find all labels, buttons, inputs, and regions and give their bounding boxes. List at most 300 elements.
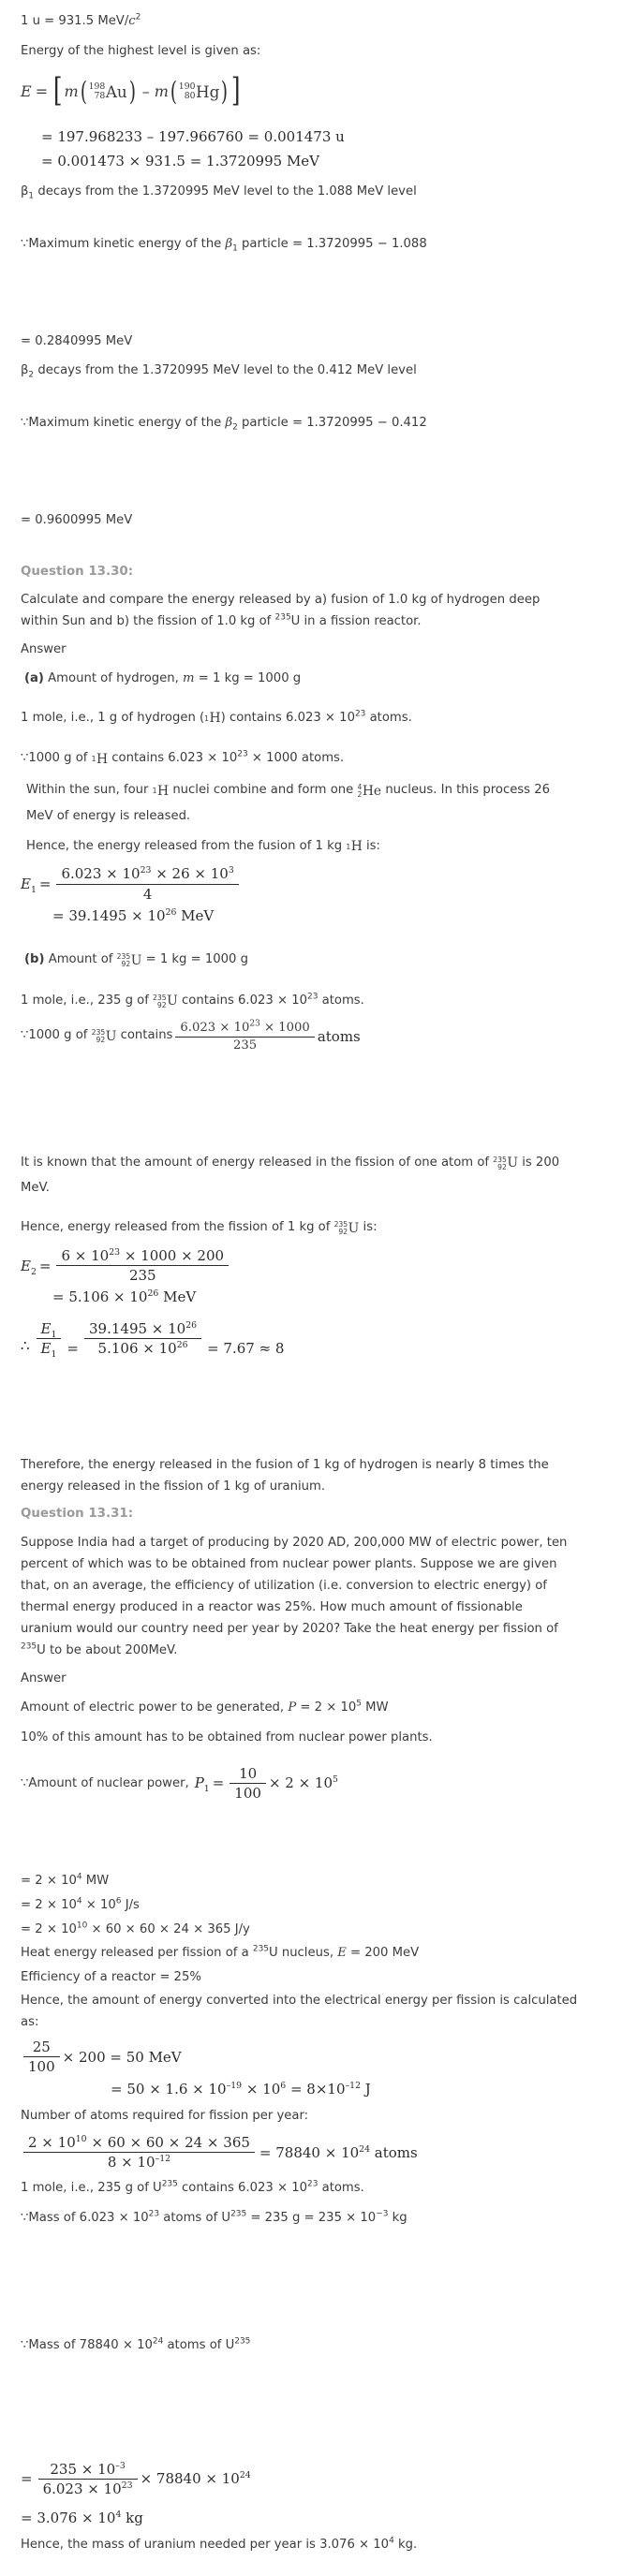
question-1331-statement-line4: thermal energy produced in a reactor was 25%. How much amount of fissionable bbox=[21, 1599, 523, 1614]
atoms-required-numerator bbox=[23, 2134, 255, 2153]
sun-fusion-text-a: Within the sun, four bbox=[26, 783, 153, 798]
final-mass-rest bbox=[141, 2470, 251, 2487]
E1-result bbox=[21, 906, 616, 925]
fission-known-line-2: MeV. bbox=[21, 1181, 51, 1196]
nuclide-he4 bbox=[357, 779, 381, 804]
question-1331-statement-line6 bbox=[21, 1640, 616, 1661]
unit-conversion-line bbox=[21, 9, 616, 34]
question-1330-statement-line2 bbox=[21, 611, 616, 632]
ratio-value-fraction bbox=[84, 1320, 201, 1358]
final-result-exp: 4 bbox=[115, 2510, 122, 2521]
efficiency-fraction bbox=[23, 2039, 60, 2076]
mass-avogadro-c: = 235 g = 235 × 10 bbox=[246, 2211, 377, 2226]
nuclear-power-mw-b: MW bbox=[81, 1874, 110, 1889]
nuclide-h1-mass-number-4: 1 bbox=[346, 842, 351, 851]
uranium-1000g-line bbox=[21, 1021, 616, 1053]
electric-power-text-b: = 2 × 10 bbox=[296, 1700, 357, 1715]
final-mass-result bbox=[21, 2509, 616, 2527]
part-a-amount-line bbox=[21, 667, 616, 691]
nuclide-h1-symbol-1: H bbox=[209, 711, 221, 727]
ten-percent-fraction bbox=[230, 1765, 266, 1803]
mass-symbol-a: m bbox=[183, 670, 195, 685]
E1-num-b: × 26 × 10 bbox=[151, 865, 229, 883]
mole-u235-text-a: 1 mole, i.e., 235 g of U bbox=[21, 2181, 162, 2196]
hydrogen-1000g-text-c: × 1000 atoms. bbox=[247, 751, 345, 766]
E1-denominator: 4 bbox=[142, 885, 153, 903]
uranium-1000g-text-a: 1000 g of bbox=[28, 1028, 92, 1043]
answer-label-1330: Answer bbox=[21, 641, 67, 656]
final-mass-numerator bbox=[38, 2461, 138, 2480]
ratio-lhs-den-index: 1 bbox=[51, 1348, 57, 1360]
final-mass-fraction bbox=[38, 2461, 138, 2498]
mass-function-1: m bbox=[64, 82, 79, 101]
nuclide-h1-mass-number-3: 1 bbox=[152, 787, 157, 796]
beta1-ke-result: = 0.2840995 MeV bbox=[21, 333, 133, 348]
uranium-atoms-num-a: 6.023 × 10 bbox=[180, 1020, 250, 1035]
fission-energy-intro bbox=[21, 1215, 616, 1242]
beta2-index: 2 bbox=[28, 371, 35, 381]
energy-mev-result: = 0.001473 × 931.5 = 1.3720995 MeV bbox=[41, 152, 320, 169]
heat-energy-sup: 235 bbox=[252, 1945, 269, 1955]
efficiency-joules-d: J bbox=[360, 2080, 371, 2098]
atoms-required-equation bbox=[21, 2134, 616, 2171]
conclusion-line-1: Therefore, the energy released in the fusion of 1 kg of hydrogen is nearly 8 times the bbox=[21, 1458, 549, 1473]
efficiency-joules-a: = 50 × 1.6 × 10 bbox=[111, 2080, 227, 2098]
question-1331-statement-line5: uranium would our country need per year by 2020? Take the heat energy per fission of bbox=[21, 1621, 558, 1636]
final-mass-equation bbox=[21, 2461, 616, 2498]
nuclide-u235-indices-1 bbox=[117, 953, 131, 968]
part-a-text-a: Amount of hydrogen, bbox=[43, 670, 184, 685]
final-result-b: kg bbox=[121, 2510, 143, 2527]
mass-total-exp2: 235 bbox=[234, 2336, 251, 2347]
therefore-symbol-mass1: ∵ bbox=[21, 2211, 29, 2226]
therefore-symbol-nuclear: ∵ bbox=[21, 1775, 29, 1790]
nuclear-power-js-exp1: 4 bbox=[76, 1896, 82, 1906]
sun-fusion-text-b: nuclei combine and form one bbox=[169, 783, 358, 798]
hydrogen-mole-text-b: ) contains 6.023 × 10 bbox=[220, 710, 355, 725]
final-mass-denominator bbox=[38, 2480, 138, 2497]
energy-conversion-intro-2: as: bbox=[21, 2015, 39, 2030]
nuclide-au198-indices bbox=[89, 82, 106, 100]
final-statement bbox=[21, 2533, 616, 2557]
nuclide-u235-mass-number-1: 235 bbox=[116, 952, 131, 962]
therefore-symbol-u1000: ∵ bbox=[21, 1028, 29, 1043]
E2-numerator bbox=[56, 1247, 229, 1266]
ratio-den-exp: 26 bbox=[176, 1339, 188, 1350]
E2-denominator: 235 bbox=[128, 1267, 156, 1285]
part-b-amount-line bbox=[21, 948, 616, 974]
mole-u235-sup2: 23 bbox=[307, 2179, 318, 2189]
nuclide-u235-atomic-number-4: 92 bbox=[497, 1162, 507, 1171]
nuclide-he4-symbol: He bbox=[362, 783, 382, 799]
nuclear-power-mw-a: = 2 × 10 bbox=[21, 1874, 77, 1889]
E1-result-a: = 39.1495 × 10 bbox=[52, 906, 166, 924]
part-a-text-b: = 1 kg = 1000 g bbox=[194, 670, 302, 685]
efficiency-equation bbox=[21, 2039, 616, 2076]
energy-conversion-intro-1: Hence, the amount of energy converted into the electrical energy per fission is calculated bbox=[21, 1993, 578, 2008]
left-bracket: [ bbox=[52, 72, 63, 110]
nuclide-h1-inline-2 bbox=[92, 747, 108, 773]
uranium-atoms-fraction bbox=[175, 1021, 314, 1053]
atoms-den-exp: –12 bbox=[155, 2154, 171, 2165]
nuclear-power-jy-b: × 60 × 60 × 24 × 365 J/y bbox=[87, 1921, 250, 1936]
ratio-value-denominator bbox=[84, 1339, 201, 1357]
mass-total-exp1: 24 bbox=[152, 2336, 164, 2347]
beta2-ke-symbol: β bbox=[225, 416, 233, 431]
beta1-kinetic-energy-line bbox=[21, 232, 616, 257]
beta1-index: 1 bbox=[28, 191, 35, 201]
mass-function-2: m bbox=[154, 82, 169, 101]
nuclide-hg190-symbol: Hg bbox=[195, 81, 220, 101]
uranium-atoms-numerator bbox=[175, 1021, 314, 1038]
fission-known-text-a: It is known that the amount of energy released in the fission of one atom of bbox=[21, 1155, 494, 1170]
fission-known-text-b: is 200 bbox=[518, 1155, 560, 1170]
nuclide-u235-atomic-number-3: 92 bbox=[96, 1036, 106, 1045]
beta2-ke-index: 2 bbox=[232, 422, 238, 433]
nuclide-u235-1 bbox=[117, 949, 142, 974]
uranium-mass-number-sup: 235 bbox=[274, 612, 291, 623]
part-a-label: (a) bbox=[24, 670, 44, 685]
ratio-lhs-numerator bbox=[37, 1320, 62, 1339]
nuclear-power-rest-exp: 5 bbox=[333, 1774, 338, 1786]
atoms-den-a: 8 × 10 bbox=[107, 2154, 156, 2171]
heat-energy-text-a: Heat energy released per fission of a bbox=[21, 1946, 253, 1961]
electric-power-exp: 5 bbox=[356, 1699, 362, 1709]
ratio-lhs-denominator bbox=[37, 1339, 62, 1360]
beta1-ke-text-b: particle = 1.3720995 − 1.088 bbox=[237, 236, 427, 251]
unit-conversion-text: 1 u = 931.5 MeV/ bbox=[21, 14, 129, 28]
fusion-energy-intro-a: Hence, the energy released from the fusion of 1 kg bbox=[26, 838, 347, 853]
final-statement-b: kg. bbox=[393, 2538, 418, 2553]
nuclear-power-mw-exp: 4 bbox=[76, 1872, 82, 1882]
uranium-atoms-num-b: × 1000 bbox=[259, 1020, 310, 1035]
ratio-lhs-fraction bbox=[37, 1320, 62, 1358]
nuclide-u235-atomic-number-2: 92 bbox=[156, 1000, 167, 1009]
beta2-ke-text-b: particle = 1.3720995 − 0.412 bbox=[237, 416, 427, 431]
E1-num-a: 6.023 × 10 bbox=[61, 865, 141, 883]
final-num-a: 235 × 10 bbox=[50, 2460, 116, 2478]
electric-power-text-a: Amount of electric power to be generated, bbox=[21, 1700, 289, 1715]
question-1331-u235-sup: 235 bbox=[21, 1641, 37, 1652]
efficiency-joules-exp2: 6 bbox=[280, 2080, 287, 2091]
hydrogen-mole-text-c: atoms. bbox=[365, 710, 412, 725]
nuclear-power-rest bbox=[269, 1774, 338, 1791]
final-num-exp: –3 bbox=[115, 2460, 126, 2471]
nuclide-u235-mass-number-2: 235 bbox=[153, 993, 167, 1002]
question-1331-statement-line2: percent of which was to be obtained from nuclear power plants. Suppose we are given bbox=[21, 1556, 557, 1571]
beta2-ke-text-a: Maximum kinetic energy of the bbox=[28, 416, 226, 431]
ratio-den-a: 5.106 × 10 bbox=[97, 1339, 177, 1357]
beta1-ke-index: 1 bbox=[232, 243, 238, 254]
nuclide-u235-symbol-5: U bbox=[348, 1220, 360, 1236]
mass-avogadro-line bbox=[21, 2206, 616, 2230]
answer-label-1331: Answer bbox=[21, 1671, 67, 1686]
question-1331-statement-line6-text: U to be about 200MeV. bbox=[37, 1643, 178, 1658]
atoms-num-exp: 10 bbox=[75, 2133, 87, 2144]
nuclear-power-jy-a: = 2 × 10 bbox=[21, 1921, 77, 1936]
mass-avogadro-exp1: 23 bbox=[148, 2209, 160, 2219]
electric-power-line bbox=[21, 1696, 616, 1720]
nuclide-h1-symbol-2: H bbox=[96, 751, 109, 767]
mass-total-b: atoms of U bbox=[163, 2337, 235, 2352]
nuclide-hg190 bbox=[179, 81, 220, 101]
ratio-value-numerator bbox=[84, 1320, 201, 1339]
E1-num-exp1: 23 bbox=[140, 865, 152, 876]
highest-level-intro: Energy of the highest level is given as: bbox=[21, 43, 261, 58]
beta2-kinetic-energy-line bbox=[21, 411, 616, 435]
E2-num-exp: 23 bbox=[109, 1246, 121, 1258]
speed-of-light-symbol: c bbox=[128, 14, 136, 28]
E2-result-exp: 26 bbox=[147, 1288, 159, 1300]
final-result-a: = 3.076 × 10 bbox=[21, 2510, 116, 2527]
E2-result-b: MeV bbox=[158, 1288, 197, 1306]
nuclide-u235-indices-5 bbox=[334, 1221, 348, 1236]
sun-fusion-text-c: nucleus. In this process 26 bbox=[381, 783, 551, 798]
E2-equals: = bbox=[38, 1257, 52, 1274]
nuclide-h1-symbol-3: H bbox=[157, 783, 170, 799]
nuclear-power-symbol-group bbox=[194, 1774, 210, 1795]
ratio-num-exp: 26 bbox=[185, 1319, 198, 1331]
mole-u235-sup1: 235 bbox=[161, 2179, 178, 2189]
nuclide-hg190-indices bbox=[179, 82, 196, 100]
conclusion-line-2: energy released in the fission of 1 kg of uranium. bbox=[21, 1479, 326, 1494]
efficiency-rest: × 200 = 50 MeV bbox=[62, 2048, 182, 2066]
nuclide-h1-inline-1 bbox=[204, 706, 220, 731]
ratio-lhs-num-symbol: E bbox=[40, 1319, 52, 1337]
atoms-result-a: = 78840 × 10 bbox=[259, 2143, 360, 2161]
ten-percent-numerator: 10 bbox=[230, 1765, 266, 1784]
heat-energy-text-c: = 200 MeV bbox=[346, 1946, 420, 1961]
E2-lhs bbox=[21, 1257, 37, 1277]
equation-E1 bbox=[21, 865, 616, 903]
nuclide-he4-indices bbox=[357, 784, 362, 799]
therefore-symbol-mass2: ∵ bbox=[21, 2337, 29, 2352]
nuclide-h1-mass-number-2: 1 bbox=[91, 755, 96, 764]
ten-percent-denominator: 100 bbox=[234, 1784, 261, 1802]
therefore-symbol-beta2: ∵ bbox=[21, 416, 29, 431]
question-1331-statement-line3: that, on an average, the efficiency of utilization (i.e. conversion to electric energy) of bbox=[21, 1578, 547, 1593]
energy-equation bbox=[21, 72, 243, 110]
beta1-decay-line bbox=[21, 180, 616, 204]
nuclear-power-symbol: P bbox=[194, 1774, 204, 1792]
hydrogen-1000g-line bbox=[21, 746, 616, 773]
electric-power-text-c: MW bbox=[361, 1700, 389, 1715]
nuclear-power-js-a: = 2 × 10 bbox=[21, 1898, 77, 1913]
mole-u235-text-b: contains 6.023 × 10 bbox=[177, 2181, 307, 2196]
atoms-required-fraction bbox=[23, 2134, 255, 2171]
hydrogen-mole-exp: 23 bbox=[354, 709, 366, 719]
uranium-1000g-prefix bbox=[21, 1023, 172, 1050]
nuclide-h1-indices-1 bbox=[204, 715, 209, 723]
equation-E2 bbox=[21, 1247, 616, 1285]
final-statement-a: Hence, the mass of uranium needed per year is 3.076 × 10 bbox=[21, 2538, 390, 2553]
mass-avogadro-a: Mass of 6.023 × 10 bbox=[28, 2211, 149, 2226]
nuclear-power-js-c: J/s bbox=[121, 1898, 140, 1913]
right-paren-2: ) bbox=[221, 75, 229, 107]
nuclide-h1-indices-4 bbox=[346, 844, 350, 851]
efficiency-line: Efficiency of a reactor = 25% bbox=[21, 1970, 201, 1985]
mass-total-atoms-line bbox=[21, 2333, 616, 2358]
nuclide-h1-symbol-4: H bbox=[350, 839, 363, 854]
E1-numerator bbox=[56, 865, 238, 884]
nuclide-u235-2 bbox=[153, 989, 178, 1014]
fission-known-line-1 bbox=[21, 1151, 616, 1177]
speed-of-light-exponent: 2 bbox=[135, 12, 141, 22]
E2-result-a: = 5.106 × 10 bbox=[52, 1288, 148, 1306]
power-symbol: P bbox=[288, 1700, 297, 1715]
uranium-mole-text-c: atoms. bbox=[318, 993, 364, 1008]
nuclear-power-label bbox=[21, 1772, 189, 1796]
beta1-ke-symbol: β bbox=[225, 236, 233, 251]
nuclide-au198-mass-number: 198 bbox=[88, 81, 106, 93]
E1-lhs bbox=[21, 876, 37, 896]
final-mass-equals: = bbox=[21, 2470, 33, 2488]
equals-sign: = bbox=[35, 82, 49, 101]
atoms-required-result bbox=[259, 2144, 418, 2161]
nuclide-u235-indices-4 bbox=[493, 1156, 507, 1171]
uranium-mole-text-b: contains 6.023 × 10 bbox=[177, 993, 308, 1008]
part-b-label: (b) bbox=[24, 952, 45, 967]
hydrogen-mole-line bbox=[21, 706, 616, 732]
ten-percent-line: 10% of this amount has to be obtained from nuclear power plants. bbox=[21, 1730, 433, 1744]
atoms-num-b: × 60 × 60 × 24 × 365 bbox=[86, 2133, 250, 2151]
nuclide-u235-symbol-1: U bbox=[130, 952, 142, 968]
E2-result bbox=[21, 1288, 616, 1306]
nuclear-power-jy-exp: 10 bbox=[76, 1921, 88, 1931]
efficiency-denominator: 100 bbox=[28, 2058, 55, 2076]
efficiency-joules-b: × 10 bbox=[242, 2080, 281, 2098]
question-1330-statement-line2-a: within Sun and b) the fission of 1.0 kg of bbox=[21, 613, 275, 628]
nuclide-u235-5 bbox=[334, 1216, 360, 1242]
nuclear-power-js-b: × 10 bbox=[81, 1898, 116, 1913]
hydrogen-1000g-text-a: 1000 g of bbox=[28, 751, 92, 766]
question-1331-statement-line1: Suppose India had a target of producing by 2020 AD, 200,000 MW of electric power, ten bbox=[21, 1535, 568, 1550]
atoms-num-a: 2 × 10 bbox=[28, 2133, 76, 2151]
efficiency-joules-c: = 8×10 bbox=[286, 2080, 346, 2098]
E1-result-exp: 26 bbox=[165, 906, 177, 918]
nuclide-h1-indices-3 bbox=[153, 788, 157, 795]
nuclide-au198-atomic-number: 78 bbox=[94, 90, 106, 101]
atoms-required-label: Number of atoms required for fission per year: bbox=[21, 2108, 309, 2123]
nuclide-u235-mass-number-4: 235 bbox=[493, 1155, 507, 1164]
nuclide-u235-symbol-4: U bbox=[507, 1156, 519, 1171]
nuclide-u235-indices-2 bbox=[153, 994, 167, 1009]
uranium-mole-text-a: 1 mole, i.e., 235 g of bbox=[21, 993, 154, 1008]
nuclide-h1-indices-2 bbox=[92, 756, 96, 763]
efficiency-joules-result bbox=[21, 2080, 616, 2098]
atoms-required-denominator bbox=[23, 2153, 255, 2171]
mass-avogadro-exp3: −3 bbox=[376, 2209, 389, 2219]
final-rest-a: × 78840 × 10 bbox=[140, 2470, 240, 2488]
nuclide-au198-symbol: Au bbox=[105, 81, 127, 101]
question-1330-statement-line1: Calculate and compare the energy released by a) fusion of 1.0 kg of hydrogen deep bbox=[21, 592, 541, 607]
nuclide-he4-mass-number: 4 bbox=[357, 783, 363, 792]
final-den-a: 6.023 × 10 bbox=[42, 2480, 122, 2497]
hydrogen-1000g-text-b: contains 6.023 × 10 bbox=[108, 751, 238, 766]
nuclide-hg190-mass-number: 190 bbox=[178, 81, 196, 93]
beta1-ke-text-a: Maximum kinetic energy of the bbox=[28, 236, 226, 251]
nuclide-h1-inline-3 bbox=[153, 779, 169, 804]
nuclide-u235-mass-number-5: 235 bbox=[333, 1220, 348, 1229]
uranium-mole-exp: 23 bbox=[307, 992, 318, 1002]
ratio-lhs-num-index: 1 bbox=[51, 1329, 57, 1340]
part-b-text-b: = 1 kg = 1000 g bbox=[141, 952, 248, 967]
nuclide-he4-atomic-number: 2 bbox=[357, 790, 363, 800]
heat-energy-symbol: E bbox=[337, 1946, 347, 1961]
fusion-energy-intro bbox=[21, 834, 616, 861]
uranium-atoms-unit: atoms bbox=[317, 1027, 361, 1045]
nuclide-u235-4 bbox=[493, 1151, 518, 1176]
uranium-atoms-num-exp: 23 bbox=[249, 1019, 260, 1029]
question-1330-heading: Question 13.30: bbox=[21, 564, 134, 579]
heat-energy-line bbox=[21, 1941, 616, 1965]
ratio-equals: = bbox=[67, 1340, 79, 1358]
beta1-decay-text: decays from the 1.3720995 MeV level to the 1.088 MeV level bbox=[34, 184, 417, 199]
E1-num-exp2: 3 bbox=[228, 865, 234, 876]
fusion-energy-intro-b: is: bbox=[362, 838, 380, 853]
atoms-result-b: atoms bbox=[370, 2143, 418, 2161]
beta2-decay-text: decays from the 1.3720995 MeV level to the 0.412 MeV level bbox=[34, 363, 417, 378]
atoms-result-exp: 24 bbox=[359, 2143, 370, 2155]
part-b-text-a: Amount of bbox=[44, 952, 117, 967]
mass-avogadro-exp2: 235 bbox=[230, 2209, 247, 2219]
efficiency-joules-exp3: –12 bbox=[345, 2080, 361, 2091]
mass-difference-result: = 197.968233 – 197.966760 = 0.001473 u bbox=[41, 127, 345, 145]
sun-fusion-line-2: MeV of energy is released. bbox=[26, 808, 191, 823]
question-1330-statement-line2-b: U in a fission reactor. bbox=[290, 613, 422, 628]
fission-energy-intro-b: is: bbox=[359, 1220, 378, 1235]
nuclide-u235-indices-3 bbox=[92, 1029, 106, 1044]
energy-symbol: E bbox=[21, 82, 32, 101]
minus-sign: – bbox=[141, 82, 150, 101]
final-rest-exp: 24 bbox=[239, 2470, 251, 2481]
therefore-symbol-h1000: ∵ bbox=[21, 751, 29, 766]
beta2-symbol: β bbox=[21, 363, 29, 378]
nuclide-h1-mass-number-1: 1 bbox=[204, 714, 210, 723]
ratio-lhs-den-symbol: E bbox=[40, 1339, 52, 1357]
left-paren-2: ( bbox=[170, 75, 177, 107]
beta2-decay-line bbox=[21, 359, 616, 383]
nuclear-power-mw-line bbox=[21, 1869, 616, 1893]
right-paren-1: ) bbox=[128, 75, 136, 107]
final-statement-exp: 4 bbox=[389, 2536, 394, 2546]
uranium-1000g-text-b: contains bbox=[116, 1028, 173, 1043]
nuclear-power-equals: = bbox=[212, 1774, 225, 1792]
therefore-symbol-ratio: ∴ bbox=[21, 1337, 30, 1355]
question-1331-heading: Question 13.31: bbox=[21, 1507, 134, 1522]
beta2-ke-result: = 0.9600995 MeV bbox=[21, 512, 133, 527]
nuclide-u235-symbol-2: U bbox=[167, 994, 178, 1009]
beta1-symbol: β bbox=[21, 184, 29, 199]
sun-fusion-line-1 bbox=[21, 778, 616, 804]
nuclide-h1-inline-4 bbox=[346, 834, 362, 860]
mole-u235-line bbox=[21, 2176, 616, 2201]
E1-fraction bbox=[56, 865, 238, 903]
uranium-atoms-denominator: 235 bbox=[233, 1038, 258, 1052]
nuclide-u235-mass-number-3: 235 bbox=[91, 1028, 106, 1038]
E1-index: 1 bbox=[30, 885, 37, 896]
uranium-mole-line bbox=[21, 989, 616, 1015]
mass-total-a: Mass of 78840 × 10 bbox=[28, 2337, 153, 2352]
E1-symbol: E bbox=[21, 876, 31, 893]
nuclide-au198 bbox=[89, 81, 127, 101]
nuclide-u235-atomic-number-5: 92 bbox=[338, 1228, 348, 1237]
nuclear-power-label-text: Amount of nuclear power, bbox=[28, 1775, 189, 1790]
mole-u235-text-c: atoms. bbox=[318, 2181, 364, 2196]
E1-equals: = bbox=[38, 876, 52, 893]
nuclide-hg190-atomic-number: 80 bbox=[184, 90, 196, 101]
ratio-result: = 7.67 ≈ 8 bbox=[207, 1340, 285, 1358]
